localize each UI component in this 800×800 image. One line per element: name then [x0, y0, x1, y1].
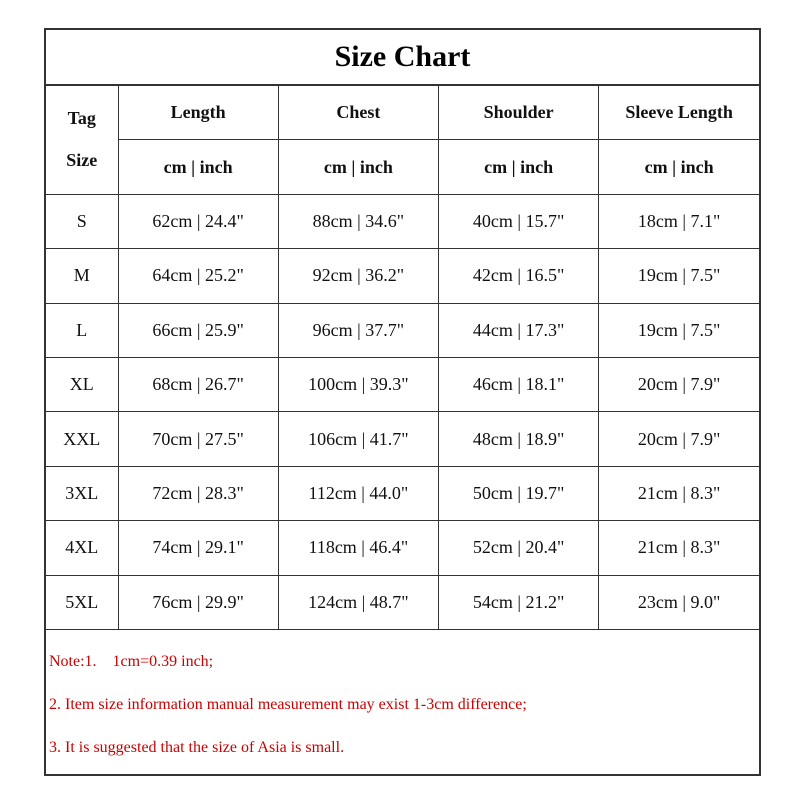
table-row: [46, 521, 759, 575]
table-row: [46, 303, 759, 357]
measurement-cell: 21cm | 8.3": [599, 466, 759, 520]
size-cell: XXL: [46, 412, 118, 466]
note-2: 2. Item size information manual measurement may exist 1-3cm difference;: [49, 695, 527, 713]
measurement-cell: 96cm | 37.7": [278, 303, 438, 357]
header-row: [46, 86, 759, 140]
measurement-cell: 72cm | 28.3": [118, 466, 278, 520]
unit-header: cm | inch: [599, 140, 759, 194]
table-row: [46, 357, 759, 411]
measurement-cell: 20cm | 7.9": [599, 357, 759, 411]
column-header: Shoulder: [439, 86, 599, 140]
measurement-cell: 21cm | 8.3": [599, 521, 759, 575]
column-header: Chest: [278, 86, 438, 140]
note-1: Note:1. 1cm=0.39 inch;: [49, 652, 214, 670]
unit-header: cm | inch: [118, 140, 278, 194]
measurement-cell: 23cm | 9.0": [599, 575, 759, 629]
measurement-cell: 68cm | 26.7": [118, 357, 278, 411]
measurement-cell: 62cm | 24.4": [118, 194, 278, 248]
size-label: Size: [66, 150, 98, 171]
measurement-cell: 118cm | 46.4": [278, 521, 438, 575]
size-cell: 3XL: [46, 466, 118, 520]
measurement-cell: 74cm | 29.1": [118, 521, 278, 575]
measurement-cell: 124cm | 48.7": [278, 575, 438, 629]
size-chart: [44, 28, 761, 776]
table-row: [46, 249, 759, 303]
measurement-cell: 100cm | 39.3": [278, 357, 438, 411]
size-cell: XL: [46, 357, 118, 411]
table-row: [46, 575, 759, 629]
measurement-cell: 88cm | 34.6": [278, 194, 438, 248]
table-row: [46, 466, 759, 520]
table-row: [46, 412, 759, 466]
measurement-cell: 106cm | 41.7": [278, 412, 438, 466]
measurement-cell: 70cm | 27.5": [118, 412, 278, 466]
size-cell: S: [46, 194, 118, 248]
unit-header: cm | inch: [278, 140, 438, 194]
table-row: [46, 194, 759, 248]
measurement-cell: 20cm | 7.9": [599, 412, 759, 466]
measurement-cell: 18cm | 7.1": [599, 194, 759, 248]
measurement-cell: 52cm | 20.4": [439, 521, 599, 575]
size-cell: 5XL: [46, 575, 118, 629]
measurement-cell: 76cm | 29.9": [118, 575, 278, 629]
measurement-cell: 64cm | 25.2": [118, 249, 278, 303]
measurement-cell: 112cm | 44.0": [278, 466, 438, 520]
measurement-cell: 46cm | 18.1": [439, 357, 599, 411]
tag-label: Tag: [67, 108, 96, 129]
column-header: Sleeve Length: [599, 86, 759, 140]
notes: [46, 640, 759, 769]
measurement-cell: 48cm | 18.9": [439, 412, 599, 466]
size-cell: M: [46, 249, 118, 303]
measurement-cell: 66cm | 25.9": [118, 303, 278, 357]
measurement-cell: 50cm | 19.7": [439, 466, 599, 520]
chart-title: Size Chart: [46, 30, 759, 85]
size-cell: 4XL: [46, 521, 118, 575]
column-header: Length: [118, 86, 278, 140]
measurement-cell: 19cm | 7.5": [599, 303, 759, 357]
size-table: [46, 85, 759, 630]
measurement-cell: 42cm | 16.5": [439, 249, 599, 303]
unit-header: cm | inch: [439, 140, 599, 194]
measurement-cell: 44cm | 17.3": [439, 303, 599, 357]
unit-row: [46, 140, 759, 194]
note-3: 3. It is suggested that the size of Asia is small.: [49, 738, 345, 756]
measurement-cell: 19cm | 7.5": [599, 249, 759, 303]
tag-size-header: [46, 86, 118, 195]
measurement-cell: 54cm | 21.2": [439, 575, 599, 629]
measurement-cell: 40cm | 15.7": [439, 194, 599, 248]
size-cell: L: [46, 303, 118, 357]
measurement-cell: 92cm | 36.2": [278, 249, 438, 303]
